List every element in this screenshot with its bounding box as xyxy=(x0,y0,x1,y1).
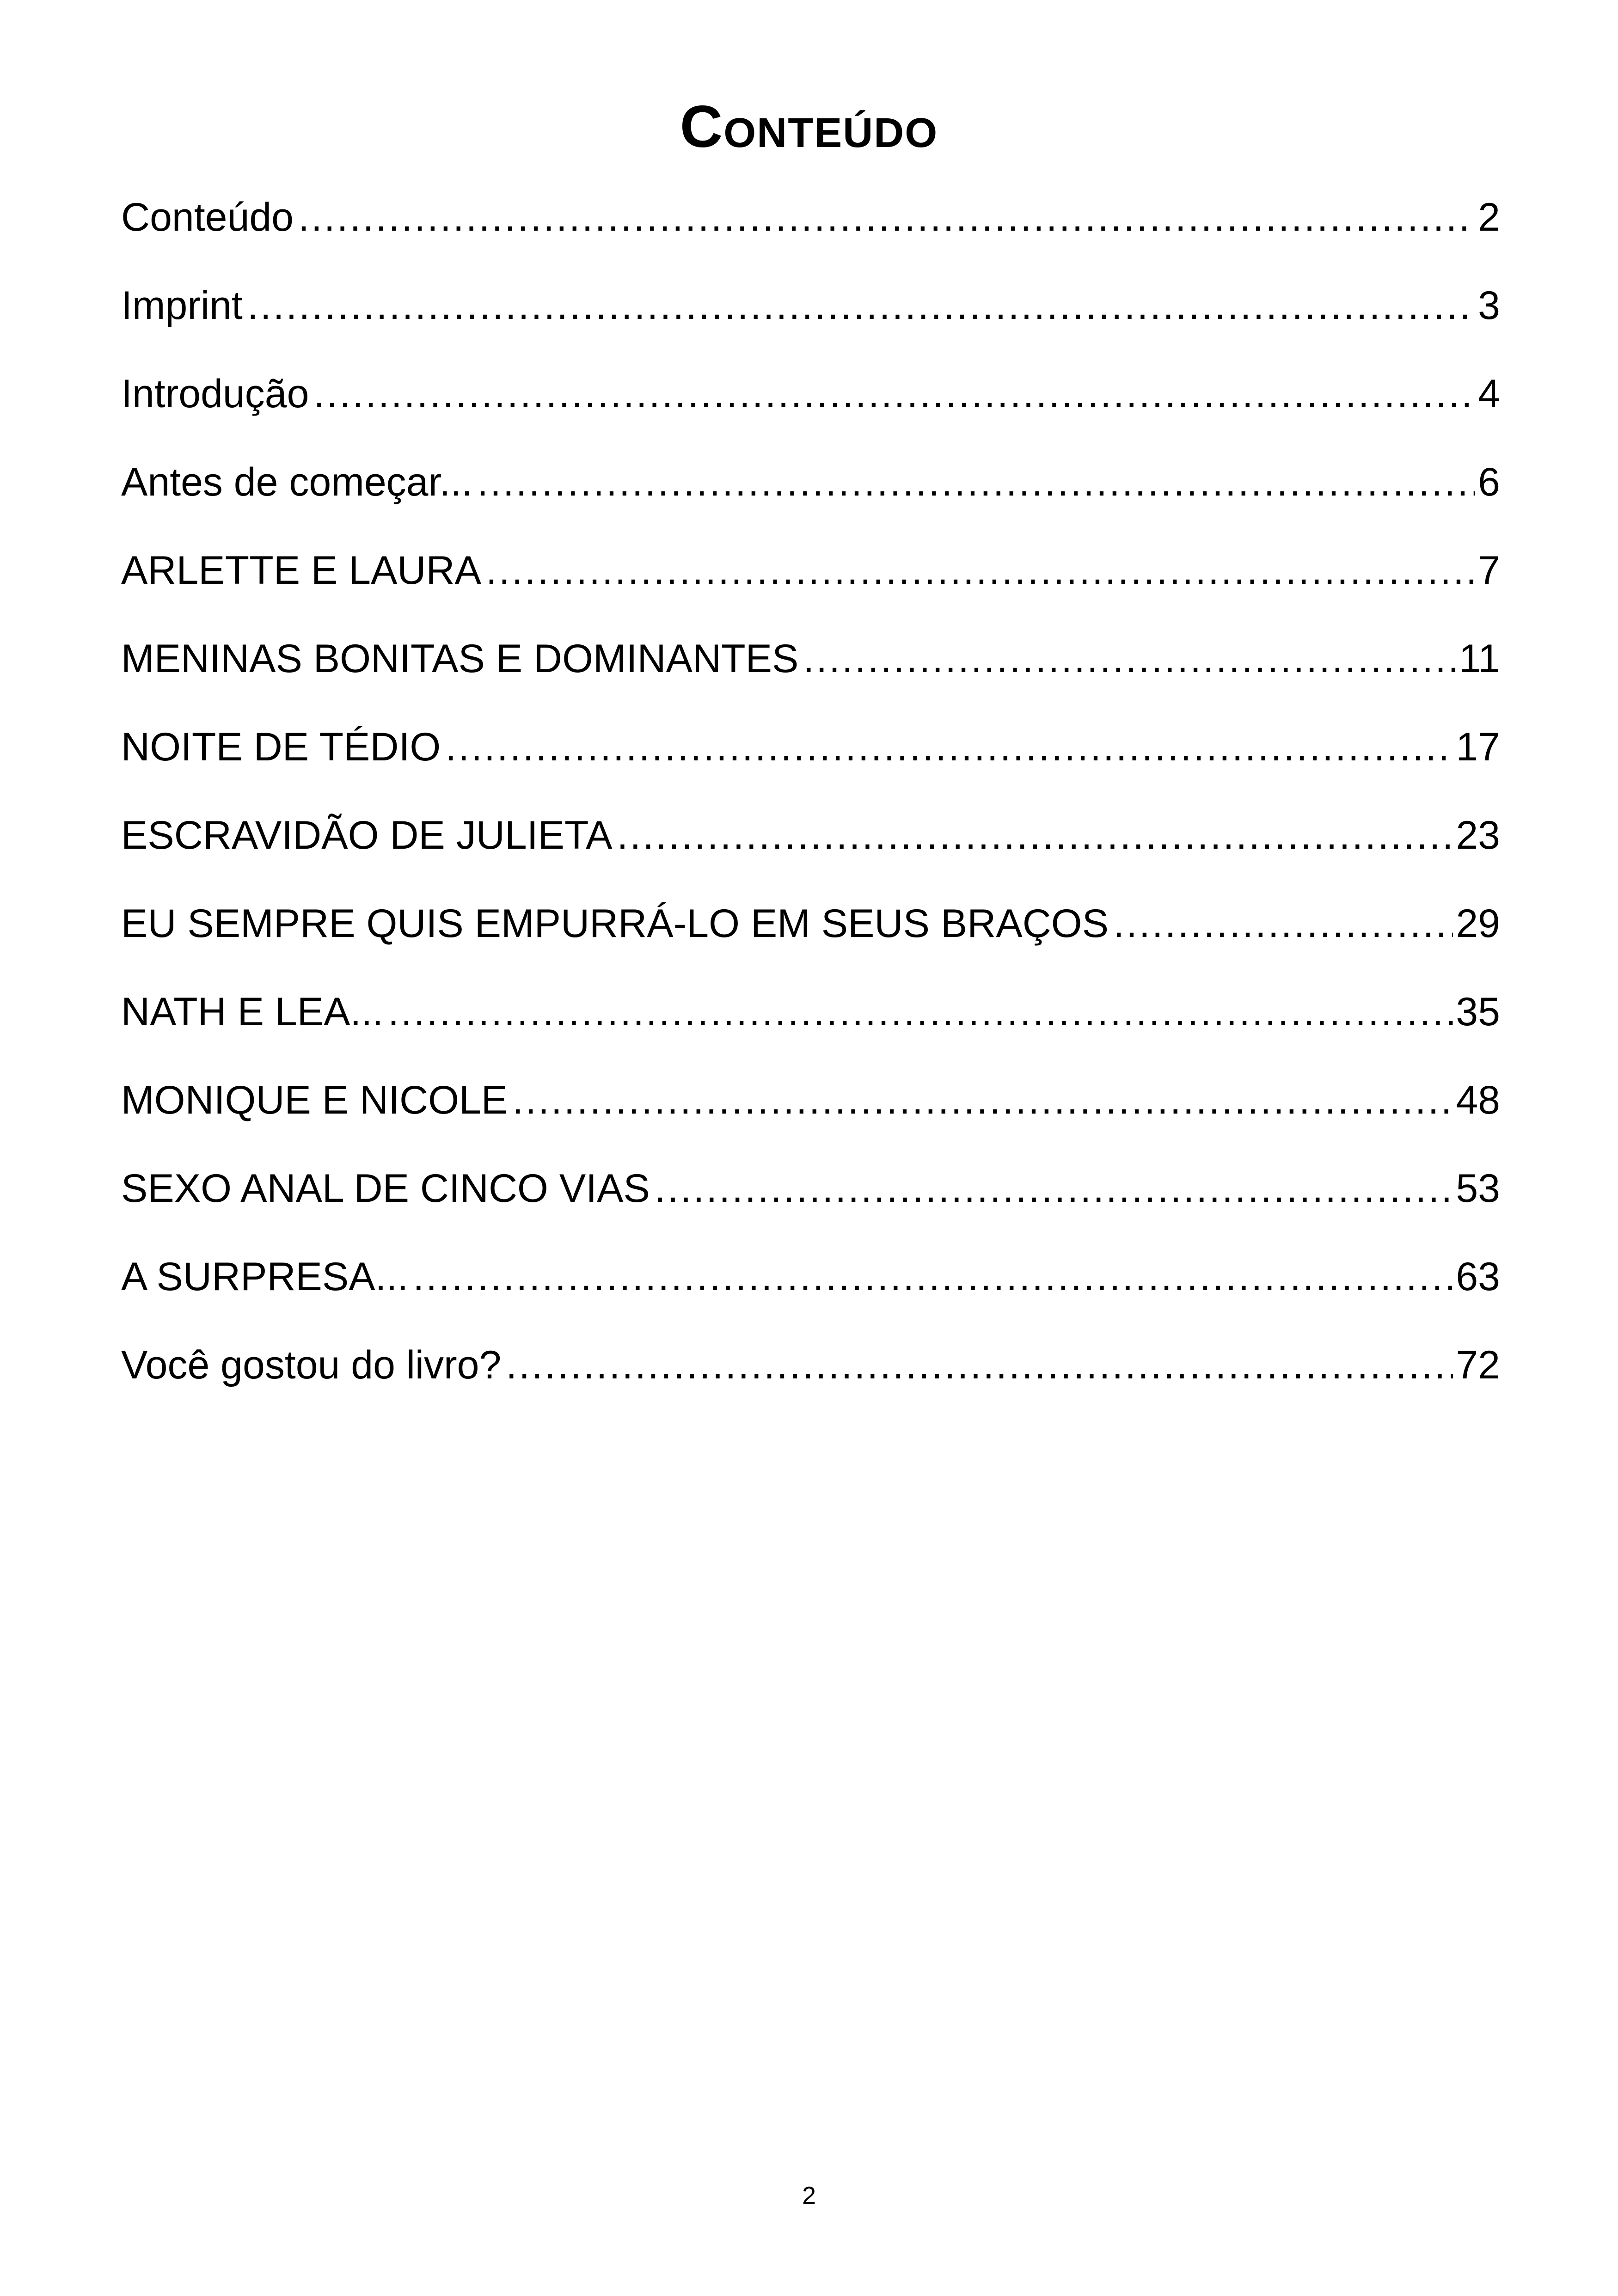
toc-entry xyxy=(121,719,1500,808)
toc-entry-page: 11 xyxy=(1459,637,1500,681)
toc-dot-leader xyxy=(486,543,1475,598)
toc-entry-page: 35 xyxy=(1456,990,1500,1034)
toc-entry-title: NOITE DE TÉDIO xyxy=(121,725,441,769)
toc-entry-page: 23 xyxy=(1456,813,1500,857)
toc-entry xyxy=(121,1337,1500,1426)
toc-entry xyxy=(121,1249,1500,1337)
toc-dot-leader xyxy=(413,1249,1453,1304)
toc-entry-page: 53 xyxy=(1456,1166,1500,1211)
toc-dot-leader xyxy=(803,631,1456,686)
toc-entry-page: 72 xyxy=(1456,1343,1500,1387)
toc-entry-page: 2 xyxy=(1478,195,1500,239)
toc-entry-title: EU SEMPRE QUIS EMPURRÁ-LO EM SEUS BRAÇOS xyxy=(121,901,1109,946)
toc-dot-leader xyxy=(247,278,1475,333)
toc-entry-page: 3 xyxy=(1478,283,1500,328)
toc-entry xyxy=(121,278,1500,366)
toc-dot-leader xyxy=(655,1161,1453,1216)
page-number: 2 xyxy=(802,2182,816,2210)
toc-entry xyxy=(121,984,1500,1072)
toc-entry-title: Você gostou do livro? xyxy=(121,1343,502,1387)
toc-entry xyxy=(121,896,1500,984)
toc-entry-title: Imprint xyxy=(121,283,243,328)
table-of-contents xyxy=(121,190,1500,1426)
toc-entry xyxy=(121,366,1500,454)
toc-entry-title: ESCRAVIDÃO DE JULIETA xyxy=(121,813,613,857)
toc-entry xyxy=(121,1072,1500,1161)
toc-entry-title: Introdução xyxy=(121,372,309,416)
toc-entry-page: 29 xyxy=(1456,901,1500,946)
toc-entry-title: MONIQUE E NICOLE xyxy=(121,1078,508,1122)
toc-dot-leader xyxy=(298,190,1475,245)
toc-entry xyxy=(121,454,1500,543)
toc-entry-title: NATH E LEA... xyxy=(121,990,384,1034)
toc-entry-page: 17 xyxy=(1456,725,1500,769)
toc-dot-leader xyxy=(445,719,1453,775)
toc-entry-title: SEXO ANAL DE CINCO VIAS xyxy=(121,1166,650,1211)
toc-dot-leader xyxy=(313,366,1475,422)
toc-entry xyxy=(121,543,1500,631)
toc-dot-leader xyxy=(388,984,1453,1040)
toc-entry-page: 4 xyxy=(1478,372,1500,416)
toc-entry-title: MENINAS BONITAS E DOMINANTES xyxy=(121,637,799,681)
toc-entry-title: Antes de começar... xyxy=(121,460,473,504)
toc-entry-title: ARLETTE E LAURA xyxy=(121,548,481,593)
toc-entry-page: 7 xyxy=(1478,548,1500,593)
toc-dot-leader xyxy=(617,808,1453,863)
toc-entry xyxy=(121,808,1500,896)
toc-heading: Conteúdo xyxy=(680,94,938,160)
toc-dot-leader xyxy=(477,454,1475,510)
toc-dot-leader xyxy=(1113,896,1453,951)
toc-dot-leader xyxy=(506,1337,1453,1393)
toc-entry-page: 48 xyxy=(1456,1078,1500,1122)
toc-entry xyxy=(121,631,1500,719)
toc-entry-title: A SURPRESA... xyxy=(121,1255,409,1299)
toc-entry xyxy=(121,190,1500,278)
toc-entry-title: Conteúdo xyxy=(121,195,294,239)
toc-entry-page: 63 xyxy=(1456,1255,1500,1299)
toc-entry xyxy=(121,1161,1500,1249)
toc-dot-leader xyxy=(512,1072,1453,1128)
toc-entry-page: 6 xyxy=(1478,460,1500,504)
